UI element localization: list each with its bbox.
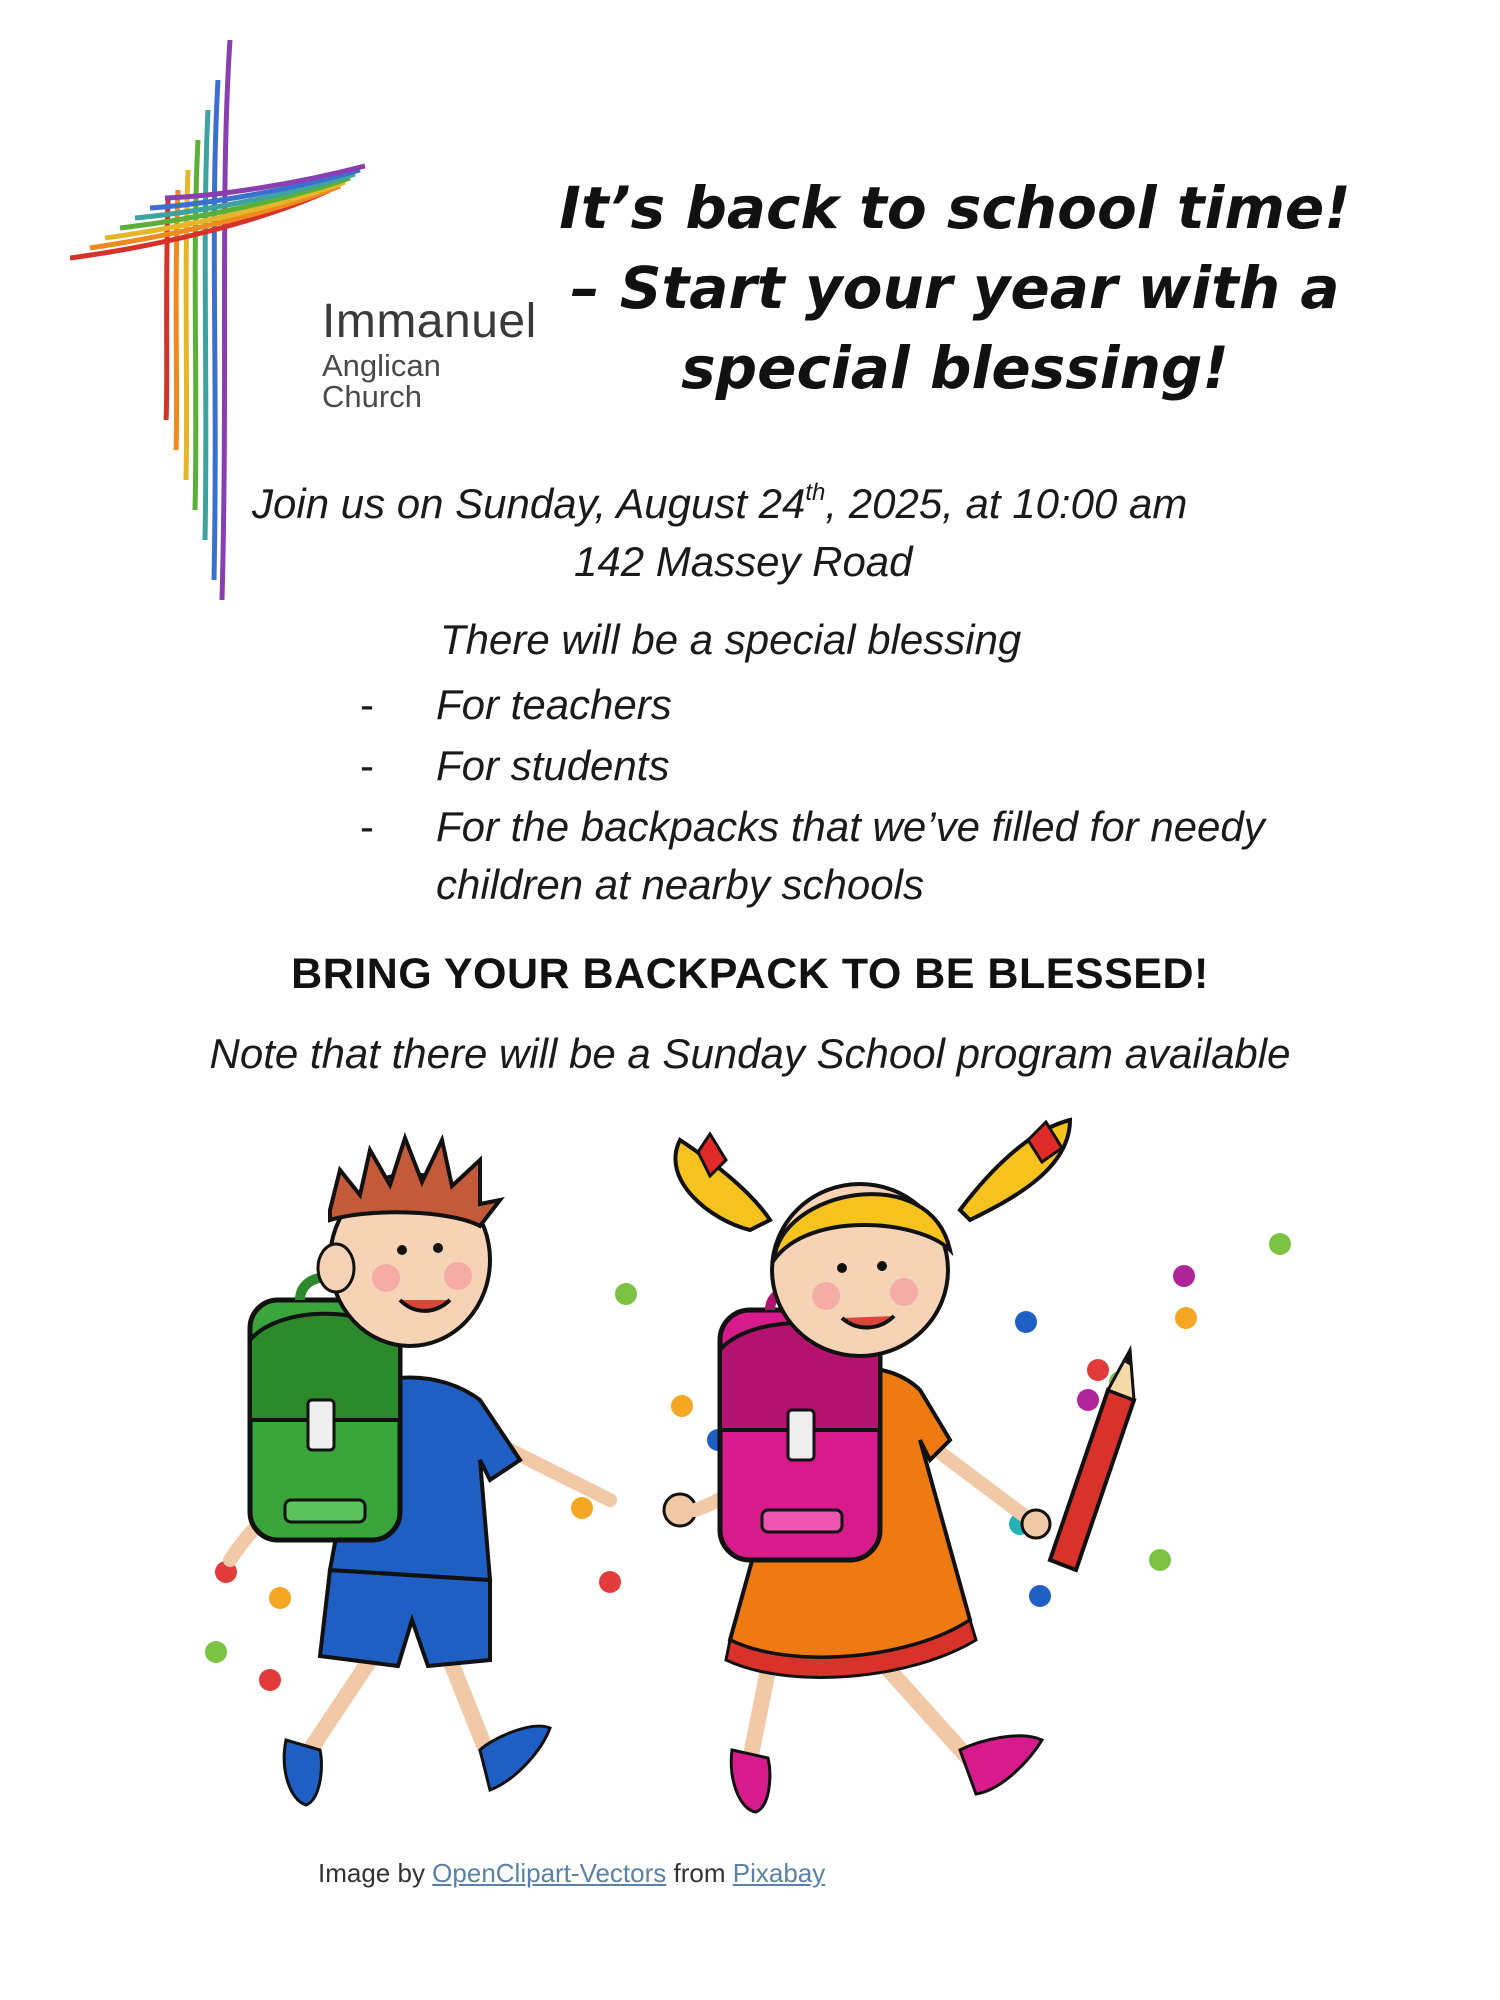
date-ordinal-suffix: th: [805, 479, 826, 506]
headline-line-3: special blessing!: [681, 334, 1229, 402]
credit-middle: from: [666, 1858, 733, 1888]
credit-prefix: Image by: [318, 1858, 433, 1888]
list-item-text: For students: [436, 742, 670, 789]
blessing-intro: There will be a special blessing: [440, 616, 1022, 663]
headline-line-2: – Start your year with a: [570, 254, 1340, 322]
bullet-dash: -: [360, 681, 374, 728]
image-credit: [318, 1858, 825, 1889]
event-date-time: [252, 480, 1302, 528]
headline: [540, 168, 1370, 408]
church-subtitle: Anglican Church: [322, 348, 441, 414]
girl-figure: [675, 1120, 1134, 1812]
bullet-dash: -: [360, 803, 374, 850]
boy-figure: [230, 1138, 610, 1805]
event-address: 142 Massey Road: [574, 538, 913, 585]
blessing-list: [360, 676, 1360, 917]
kids-with-backpacks-illustration: [190, 1100, 1330, 1860]
list-item: [360, 737, 1360, 795]
event-date-text: Join us on Sunday, August 24: [252, 480, 806, 527]
bullet-dash: -: [360, 742, 374, 789]
author-link[interactable]: OpenClipart-Vectors: [432, 1858, 667, 1888]
call-to-action: BRING YOUR BACKPACK TO BE BLESSED!: [291, 950, 1209, 998]
list-item: [360, 798, 1360, 914]
sunday-school-note: Note that there will be a Sunday School program available: [209, 1030, 1291, 1077]
headline-line-1: It’s back to school time!: [559, 174, 1351, 242]
list-item: [360, 676, 1360, 734]
list-item-text: For teachers: [436, 681, 672, 728]
church-name: Immanuel: [322, 295, 537, 348]
pixabay-link[interactable]: Pixabay: [732, 1858, 826, 1888]
event-year-time: , 2025, at 10:00 am: [825, 480, 1188, 527]
list-item-text: For the backpacks that we’ve filled for needy children at nearby schools: [436, 803, 1265, 908]
pencil-icon: [1050, 1350, 1134, 1570]
